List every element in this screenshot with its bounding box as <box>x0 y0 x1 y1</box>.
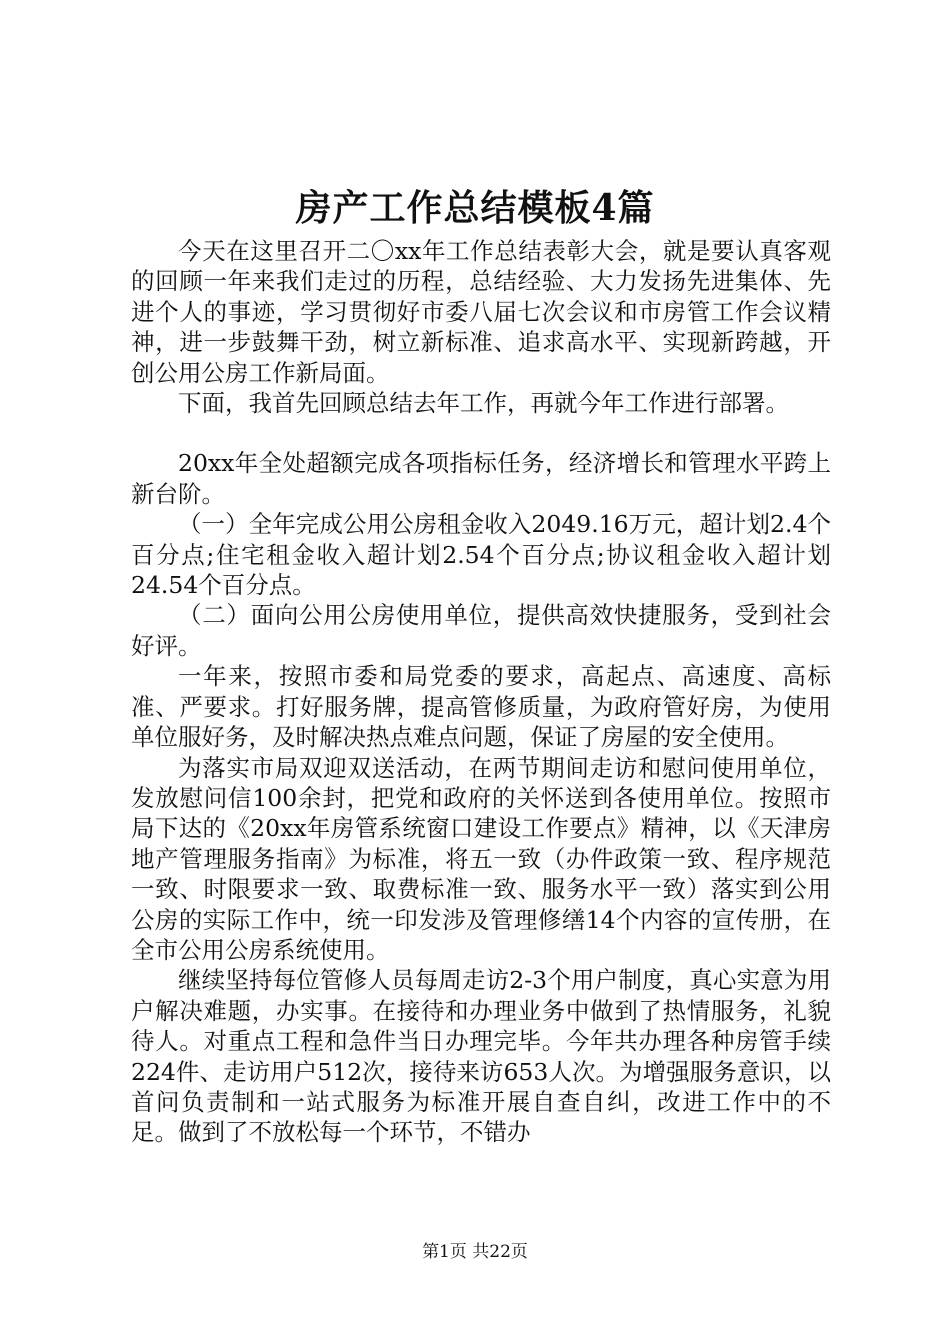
paragraph-7: 为落实市局双迎双送活动，在两节期间走访和慰问使用单位，发放慰问信100余封，把党和政府的关怀送到各使用单位。按照市局下达的《20xx年房管系统窗口建设工作要点》精神，以《天津房地产管理服务指南》为标准，将五一致（办件政策一致、程序规范一致、时限要求一致、取费标准一致、服务水平一致）落实到公用公房的实际工作中，统一印发涉及管理修缮14个内容的宣传册，在全市公用公房系统使用。 <box>131 753 831 964</box>
paragraph-8: 继续坚持每位管修人员每周走访2-3个用户制度，真心实意为用户解决难题，办实事。在接待和办理业务中做到了热情服务，礼貌待人。对重点工程和急件当日办理完毕。今年共办理各种房管手续224件、走访用户512次，接待来访653人次。为增强服务意识，以首问负责制和一站式服务为标准开展自查自纠，改进工作中的不足。做到了不放松每一个环节，不错办 <box>131 966 831 1147</box>
paragraph-3: 20xx年全处超额完成各项指标任务，经济增长和管理水平跨上新台阶。 <box>131 449 831 508</box>
paragraph-5: （二）面向公用公房使用单位，提供高效快捷服务，受到社会好评。 <box>131 601 831 660</box>
document-title: 房产工作总结模板4篇 <box>295 187 655 229</box>
paragraph-6: 一年来，按照市委和局党委的要求，高起点、高速度、高标准、严要求。打好服务牌，提高管修质量，为政府管好房，为使用单位服好务，及时解决热点难点问题，保证了房屋的安全使用。 <box>131 662 831 752</box>
paragraph-4: （一）全年完成公用公房租金收入2049.16万元，超计划2.4个百分点;住宅租金收入超计划2.54个百分点;协议租金收入超计划24.54个百分点。 <box>131 510 831 600</box>
document-body <box>131 236 831 1148</box>
paragraph-2: 下面，我首先回顾总结去年工作，再就今年工作进行部署。 <box>178 389 789 418</box>
paragraph-gap <box>131 418 831 448</box>
paragraph-1: 今天在这里召开二〇xx年工作总结表彰大会，就是要认真客观的回顾一年来我们走过的历程，总结经验、大力发扬先进集体、先进个人的事迹，学习贯彻好市委八届七次会议和市房管工作会议精神，进一步鼓舞干劲，树立新标准、追求高水平、实现新跨越，开创公用公房工作新局面。 <box>131 237 831 387</box>
page-number-footer: 第1页 共22页 <box>422 1242 528 1262</box>
